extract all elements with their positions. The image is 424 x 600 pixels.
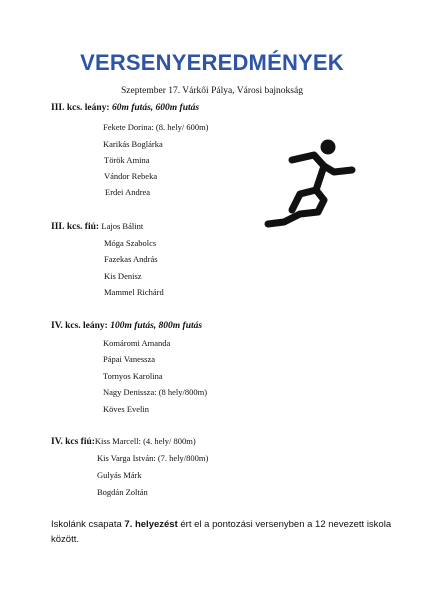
- event-label: 60m futás, 600m futás: [111, 103, 200, 113]
- list-item: Pápai Vanessza: [103, 354, 156, 364]
- list-item: Kiss Marcell: (4. hely/ 800m): [94, 436, 196, 446]
- running-person-icon: [262, 138, 362, 233]
- list-item: Török Amina: [104, 155, 150, 165]
- list-item: Mammel Richárd: [104, 287, 164, 297]
- list-item: Gulyás Márk: [97, 470, 142, 480]
- list-item: Vándor Rebeka: [104, 171, 158, 181]
- category-label: IV. kcs. leány:: [51, 321, 108, 331]
- list-item: Lajos Bálint: [101, 221, 144, 231]
- section-header-iv-boys: [51, 436, 196, 447]
- event-label: 100m futás, 800m futás: [110, 321, 203, 331]
- category-label: III. kcs. leány:: [51, 103, 110, 113]
- list-item: Tornyos Karolina: [103, 371, 163, 381]
- summary-prefix: Iskolánk csapata: [51, 519, 125, 530]
- list-item: Fazekas András: [104, 254, 158, 264]
- list-item: Komáromi Amanda: [103, 338, 171, 348]
- summary-highlight: 7. helyezést: [124, 519, 178, 530]
- list-item: Köves Evelin: [103, 404, 150, 414]
- section-header-iii-boys: [51, 221, 143, 232]
- category-label: III. kcs. fiú:: [51, 222, 100, 232]
- list-item: Kis Denisz: [104, 271, 142, 281]
- page-title: VERSENYEREDMÉNYEK: [80, 50, 344, 75]
- list-item: Móga Szabolcs: [104, 238, 157, 248]
- list-item: Nagy Denissza: (8 hely/800m): [103, 387, 208, 397]
- list-item: Kis Varga István: (7. hely/800m): [97, 453, 209, 463]
- section-header-iv-girls: [51, 321, 202, 331]
- list-item: Bogdán Zoltán: [97, 487, 148, 497]
- list-item: Erdei Andrea: [105, 187, 151, 197]
- summary-text: [51, 517, 396, 547]
- event-subtitle: Szeptember 17. Várkői Pálya, Városi bajnokság: [121, 86, 303, 96]
- list-item: Fekete Dorina: (8. hely/ 600m): [103, 122, 209, 132]
- summary-suffix: ért el a pontozási versenyben a 12 nevezett iskola között.: [51, 519, 392, 545]
- category-label: IV. kcs fiú:: [51, 437, 95, 447]
- list-item: Karikás Boglárka: [103, 139, 163, 149]
- section-header-iii-girls: [51, 103, 199, 113]
